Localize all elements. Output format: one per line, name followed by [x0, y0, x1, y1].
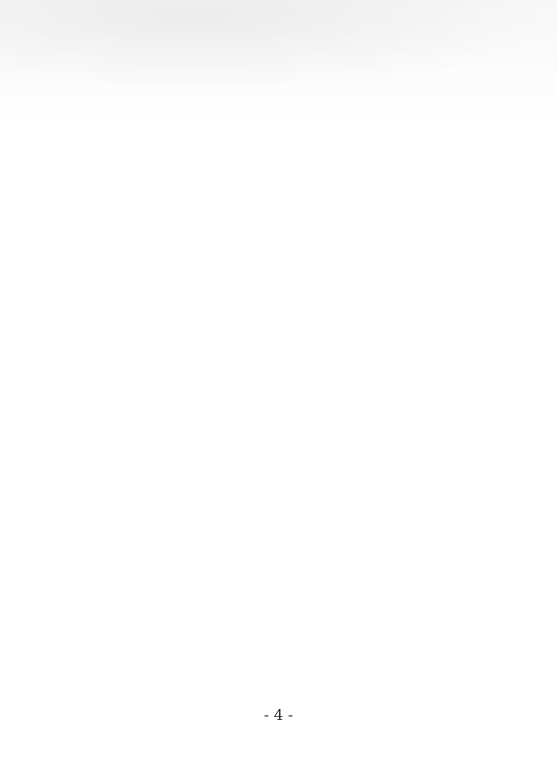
page-number: - 4 - — [263, 706, 294, 724]
scan-shadow — [0, 0, 557, 95]
